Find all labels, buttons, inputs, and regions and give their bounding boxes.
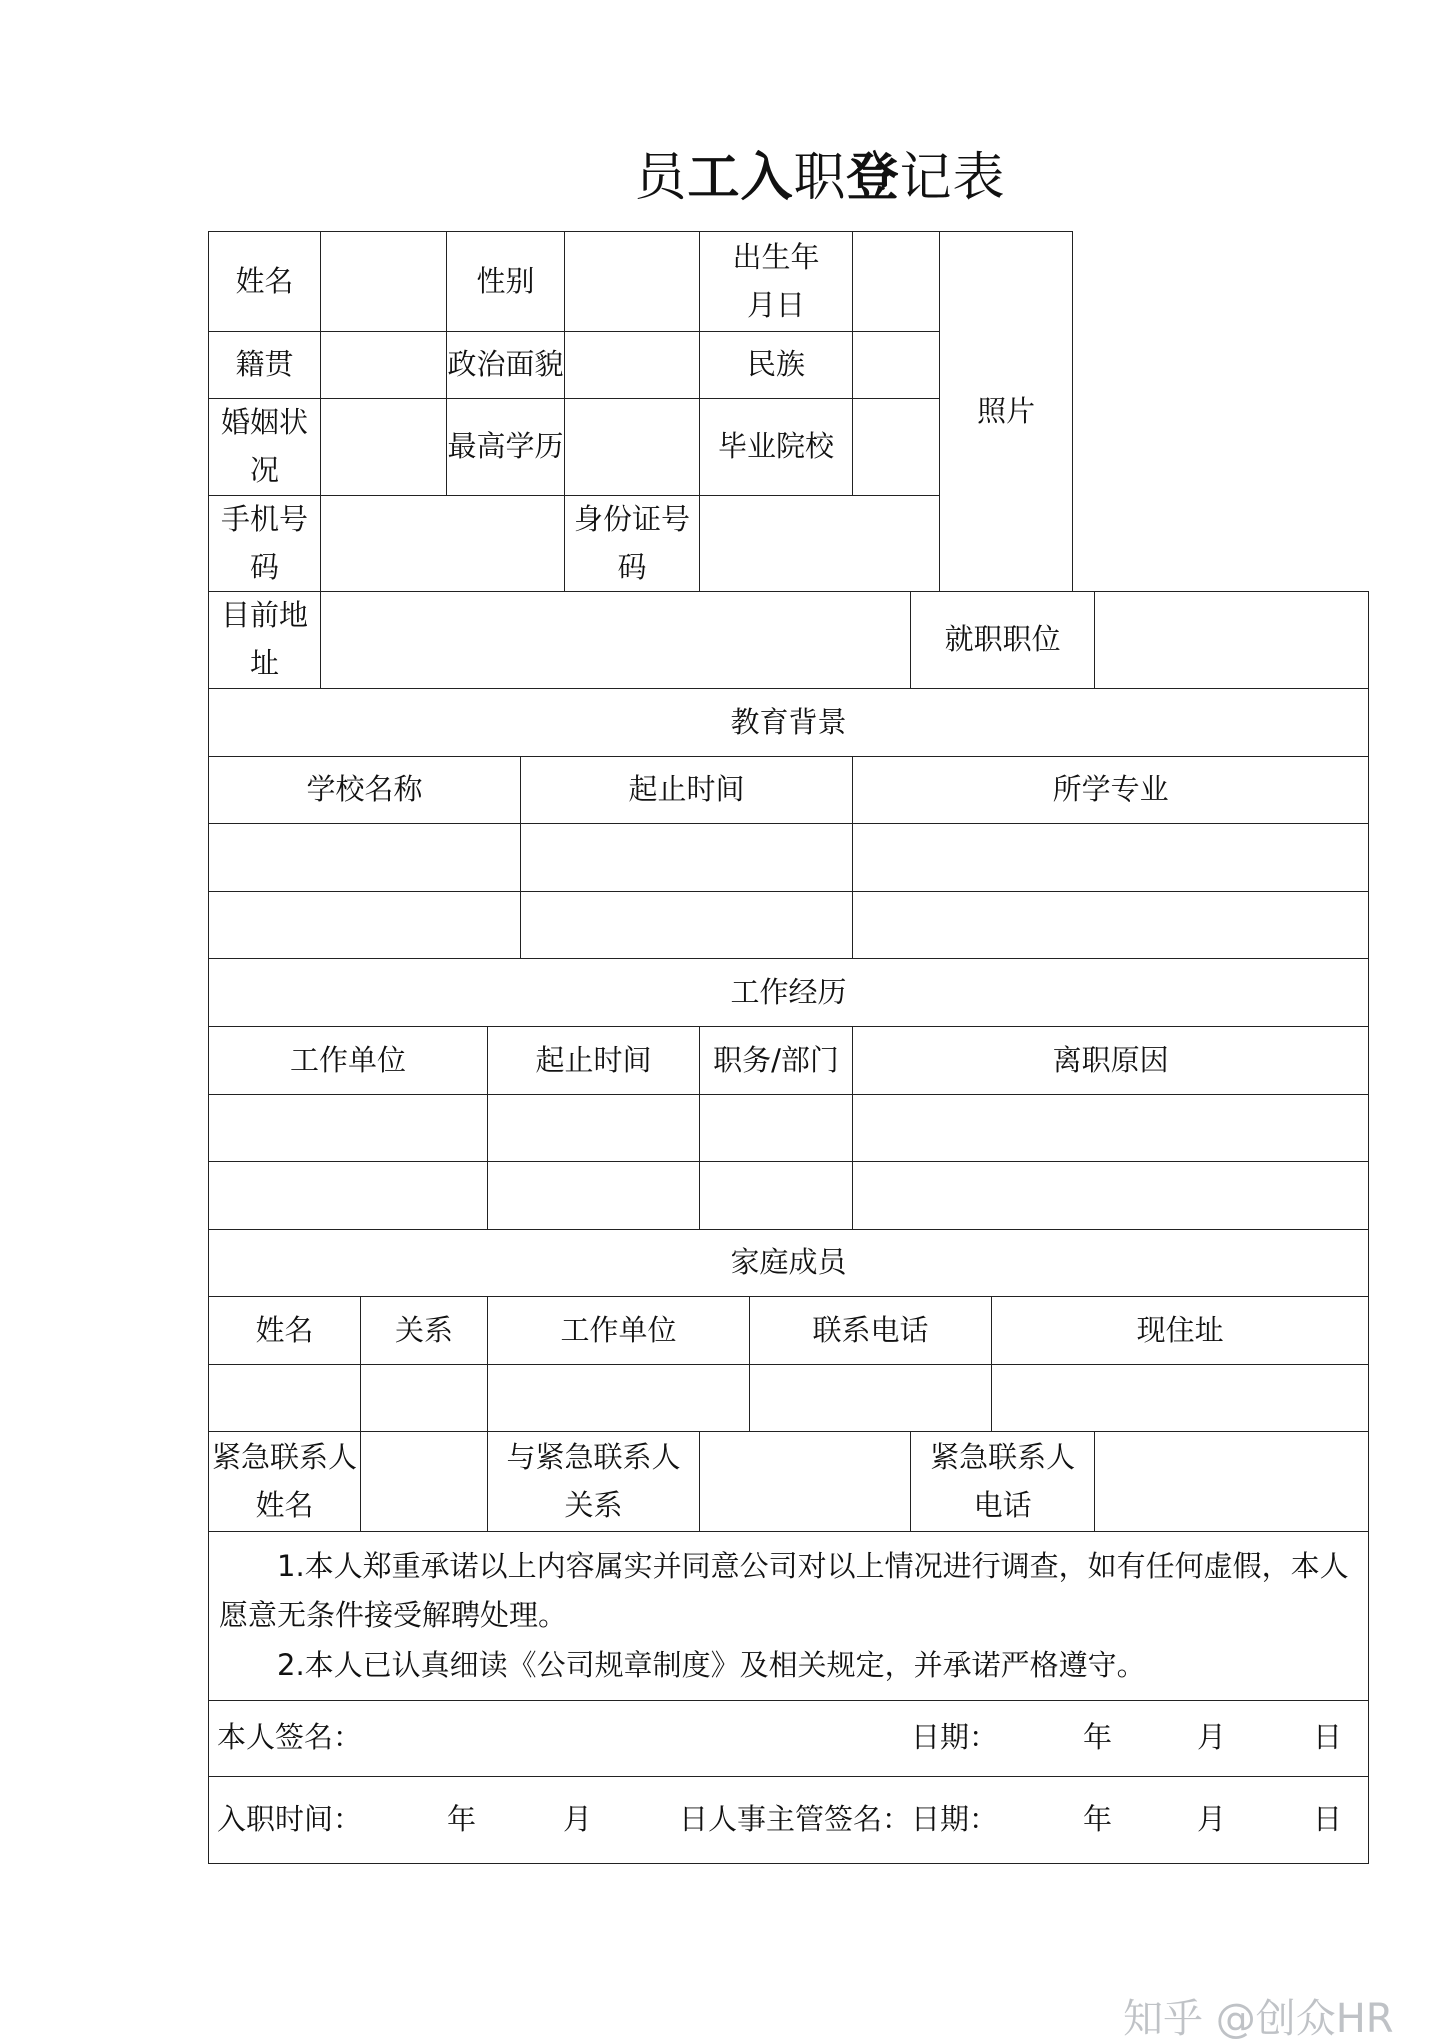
birth-label: 出生年 月日 (700, 232, 853, 332)
political-status-field[interactable] (565, 332, 700, 399)
family-col-name: 姓名 (209, 1297, 361, 1365)
table-row (209, 1162, 1369, 1230)
entry-date-label: 入职时间： (217, 1802, 363, 1837)
position-field[interactable] (1095, 592, 1369, 689)
marital-status-field[interactable] (321, 399, 447, 496)
work-cell[interactable] (488, 1162, 700, 1230)
birth-field[interactable] (853, 232, 940, 332)
family-col-relation: 关系 (361, 1297, 488, 1365)
highest-education-label: 最高学历 (447, 399, 565, 496)
photo-box[interactable]: 照片 (940, 232, 1073, 592)
family-cell[interactable] (209, 1365, 361, 1432)
pledge-item-1: 1.本人郑重承诺以上内容属实并同意公司对以上情况进行调查，如有任何虚假，本人愿意无条件接受解聘处理。 (219, 1549, 1349, 1633)
emergency-relation-field[interactable] (700, 1432, 911, 1532)
edu-cell[interactable] (521, 824, 853, 892)
hr-year-label: 年 (1083, 1802, 1113, 1837)
hr-day-label: 日 (1313, 1802, 1343, 1837)
mobile-label: 手机号码 (209, 495, 321, 592)
id-number-field[interactable] (700, 495, 940, 592)
table-row (209, 1365, 1369, 1432)
position-label: 就职职位 (911, 592, 1095, 689)
work-cell[interactable] (488, 1095, 700, 1162)
family-header: 家庭成员 (209, 1230, 1369, 1297)
family-cell[interactable] (488, 1365, 750, 1432)
family-col-company: 工作单位 (488, 1297, 750, 1365)
native-place-field[interactable] (321, 332, 447, 399)
family-cell[interactable] (992, 1365, 1369, 1432)
edu-cell[interactable] (521, 892, 853, 959)
signature-row[interactable] (209, 1700, 1369, 1776)
edu-col-major: 所学专业 (853, 757, 1369, 824)
edu-cell[interactable] (209, 892, 521, 959)
edu-col-period: 起止时间 (521, 757, 853, 824)
emergency-relation-label: 与紧急联系人 关系 (488, 1432, 700, 1532)
address-label: 目前地址 (209, 592, 321, 689)
work-cell[interactable] (853, 1162, 1369, 1230)
table-row (209, 824, 1369, 892)
family-cell[interactable] (750, 1365, 992, 1432)
watermark: 知乎 @创众HR (1123, 1996, 1394, 2042)
work-col-reason: 离职原因 (853, 1027, 1369, 1095)
work-header: 工作经历 (209, 959, 1369, 1027)
pledge-item-2: 2.本人已认真细读《公司规章制度》及相关规定，并承诺严格遵守。 (277, 1647, 1146, 1682)
family-col-address: 现住址 (992, 1297, 1369, 1365)
family-cell[interactable] (361, 1365, 488, 1432)
edu-cell[interactable] (853, 892, 1369, 959)
mobile-field[interactable] (321, 495, 565, 592)
family-col-phone: 联系电话 (750, 1297, 992, 1365)
ethnicity-field[interactable] (853, 332, 940, 399)
graduate-school-label: 毕业院校 (700, 399, 853, 496)
signature-label: 本人签名： (217, 1720, 363, 1755)
hr-signature-label: 日人事主管签名： (679, 1802, 912, 1837)
hr-month-label: 月 (1197, 1802, 1227, 1837)
id-number-label: 身份证号码 (565, 495, 700, 592)
graduate-school-field[interactable] (853, 399, 940, 496)
form-title: 员工入职登记表 (634, 148, 1006, 208)
edu-cell[interactable] (853, 824, 1369, 892)
education-header: 教育背景 (209, 689, 1369, 757)
work-cell[interactable] (700, 1162, 853, 1230)
pledge-statement (209, 1532, 1369, 1701)
year-label: 年 (1083, 1720, 1113, 1755)
day-label: 日 (1313, 1720, 1343, 1755)
date-label: 日期： (911, 1720, 999, 1755)
work-cell[interactable] (700, 1095, 853, 1162)
entry-month-label: 月 (563, 1802, 593, 1837)
native-place-label: 籍贯 (209, 332, 321, 399)
name-field[interactable] (321, 232, 447, 332)
gender-field[interactable] (565, 232, 700, 332)
table-row (209, 1095, 1369, 1162)
marital-status-label: 婚姻状况 (209, 399, 321, 496)
work-cell[interactable] (209, 1162, 488, 1230)
entry-row[interactable] (209, 1776, 1369, 1863)
month-label: 月 (1197, 1720, 1227, 1755)
work-col-position: 职务/部门 (700, 1027, 853, 1095)
work-col-company: 工作单位 (209, 1027, 488, 1095)
ethnicity-label: 民族 (700, 332, 853, 399)
emergency-phone-field[interactable] (1095, 1432, 1369, 1532)
work-cell[interactable] (853, 1095, 1369, 1162)
entry-year-label: 年 (447, 1802, 477, 1837)
table-row (209, 892, 1369, 959)
political-status-label: 政治面貌 (447, 332, 565, 399)
gender-label: 性别 (447, 232, 565, 332)
emergency-name-label: 紧急联系人 姓名 (209, 1432, 361, 1532)
name-label: 姓名 (209, 232, 321, 332)
highest-education-field[interactable] (565, 399, 700, 496)
edu-col-school: 学校名称 (209, 757, 521, 824)
address-field[interactable] (321, 592, 911, 689)
hr-date-label: 日期： (911, 1802, 999, 1837)
work-cell[interactable] (209, 1095, 488, 1162)
emergency-phone-label: 紧急联系人 电话 (911, 1432, 1095, 1532)
emergency-name-field[interactable] (361, 1432, 488, 1532)
edu-cell[interactable] (209, 824, 521, 892)
work-col-period: 起止时间 (488, 1027, 700, 1095)
registration-form (208, 231, 1369, 1864)
